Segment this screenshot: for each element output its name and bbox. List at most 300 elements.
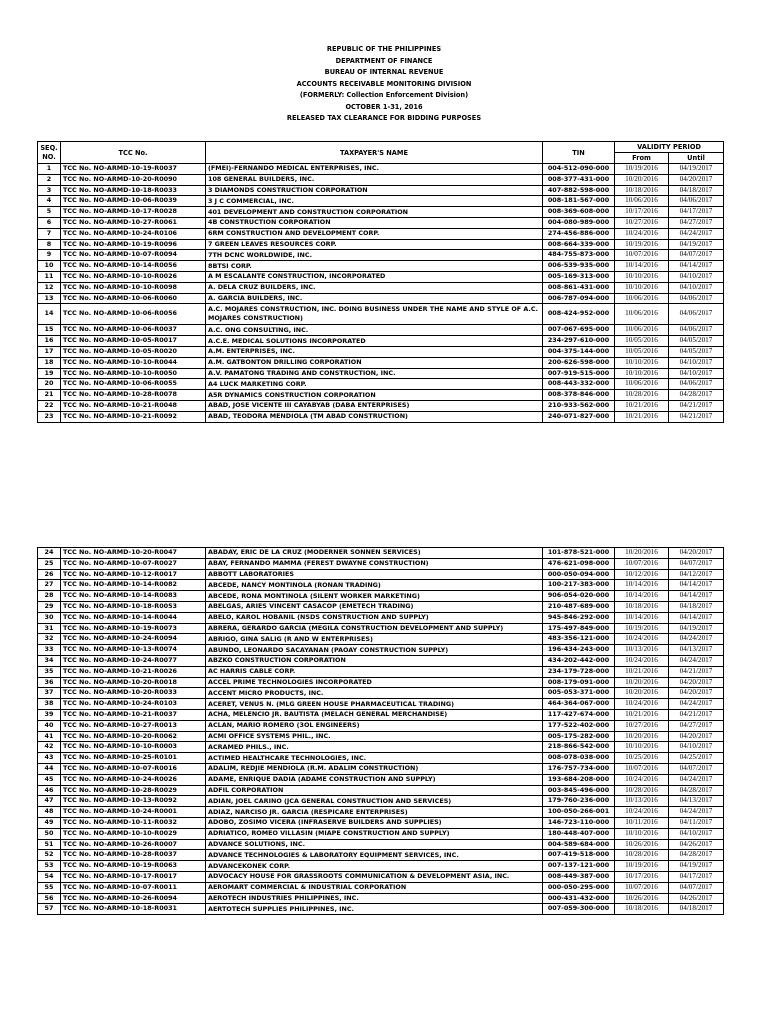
valid-until-cell: 04/19/2017 (669, 623, 724, 634)
table-row (38, 174, 724, 185)
tcc-number-cell: TCC No. NO-ARMD-10-06-R0037 (61, 325, 206, 336)
valid-until-cell: 04/28/2017 (669, 850, 724, 861)
valid-until-cell: 04/13/2017 (669, 645, 724, 656)
valid-from-cell: 10/24/2016 (615, 634, 669, 645)
tin-cell: 210-487-689-000 (543, 601, 615, 612)
tin-cell: 484-755-873-000 (543, 250, 615, 261)
tcc-number-cell: TCC No. NO-ARMD-10-28-R0037 (61, 850, 206, 861)
taxpayer-name-cell: ABCEDE, NANCY MONTINOLA (RONAN TRADING) (206, 580, 543, 591)
valid-until-cell: 04/14/2017 (669, 261, 724, 272)
table-row (38, 282, 724, 293)
seq-cell: 44 (38, 763, 61, 774)
tin-cell: 176-757-734-000 (543, 763, 615, 774)
valid-until-cell: 04/12/2017 (669, 569, 724, 580)
valid-from-cell: 10/07/2016 (615, 558, 669, 569)
tin-cell: 008-664-339-000 (543, 239, 615, 250)
header-line-division: ACCOUNTS RECEIVABLE MONITORING DIVISION (296, 79, 472, 88)
table-row (38, 196, 724, 207)
tin-cell: 240-071-827-000 (543, 411, 615, 422)
tcc-number-cell: TCC No. NO-ARMD-10-05-R0020 (61, 346, 206, 357)
valid-from-cell: 10/10/2016 (615, 271, 669, 282)
table-row (38, 325, 724, 336)
table-row (38, 612, 724, 623)
seq-cell: 48 (38, 807, 61, 818)
table-row (38, 580, 724, 591)
taxpayer-name-cell: ADIAN, JOEL CARINO (JCA GENERAL CONSTRUCTION AND SERVICES) (206, 796, 543, 807)
table-row (38, 861, 724, 872)
valid-until-cell: 04/07/2017 (669, 882, 724, 893)
seq-cell: 24 (38, 548, 61, 559)
taxpayer-name-cell: A.M. ENTERPRISES, INC. (206, 346, 543, 357)
taxpayer-name-cell: ADRIATICO, ROMEO VILLASIN (MIAPE CONSTRUCTION AND SUPPLY) (206, 828, 543, 839)
valid-from-cell: 10/06/2016 (615, 293, 669, 304)
column-header-tcc: TCC No. (61, 142, 206, 164)
taxpayer-name-cell: 3 J C COMMERCIAL, INC. (206, 196, 543, 207)
taxpayer-name-cell: A. GARCIA BUILDERS, INC. (206, 293, 543, 304)
tin-cell: 005-169-313-000 (543, 271, 615, 282)
valid-from-cell: 10/14/2016 (615, 612, 669, 623)
valid-until-cell: 04/25/2017 (669, 753, 724, 764)
column-header-name: TAXPAYER'S NAME (206, 142, 543, 164)
tcc-number-cell: TCC No. NO-ARMD-10-21-R0037 (61, 709, 206, 720)
seq-cell: 4 (38, 196, 61, 207)
valid-from-cell: 10/20/2016 (615, 174, 669, 185)
tcc-number-cell: TCC No. NO-ARMD-10-17-R0028 (61, 207, 206, 218)
seq-cell: 29 (38, 601, 61, 612)
table-body-2 (38, 548, 724, 915)
table-row (38, 796, 724, 807)
table-row (38, 569, 724, 580)
tin-cell: 101-878-521-000 (543, 548, 615, 559)
table-row (38, 336, 724, 347)
table-row (38, 207, 724, 218)
valid-from-cell: 10/14/2016 (615, 261, 669, 272)
taxpayer-name-cell: 6RM CONSTRUCTION AND DEVELOPMENT CORP. (206, 228, 543, 239)
valid-until-cell: 04/18/2017 (669, 904, 724, 915)
taxpayer-name-cell: A. DELA CRUZ BUILDERS, INC. (206, 282, 543, 293)
tin-cell: 006-539-935-000 (543, 261, 615, 272)
table-row (38, 807, 724, 818)
table-row (38, 368, 724, 379)
tcc-number-cell: TCC No. NO-ARMD-10-10-R0003 (61, 742, 206, 753)
tin-cell: 007-137-121-000 (543, 861, 615, 872)
table-row (38, 655, 724, 666)
taxpayer-name-cell: ADOBO, ZOSIMO VICERA (INFRASERVE BUILDERS AND SUPPLIES) (206, 817, 543, 828)
taxpayer-name-cell: ABAD, TEODORA MENDIOLA (TM ABAD CONSTRUCTION) (206, 411, 543, 422)
table-row (38, 304, 724, 325)
valid-from-cell: 10/14/2016 (615, 591, 669, 602)
valid-until-cell: 04/06/2017 (669, 304, 724, 325)
column-header-until: Until (669, 153, 724, 164)
valid-from-cell: 10/19/2016 (615, 623, 669, 634)
tcc-number-cell: TCC No. NO-ARMD-10-14-R0082 (61, 580, 206, 591)
tin-cell: 906-054-020-000 (543, 591, 615, 602)
tin-cell: 000-431-432-000 (543, 893, 615, 904)
taxpayer-name-cell: ACERET, VENUS N. (MLG GREEN HOUSE PHARMACEUTICAL TRADING) (206, 699, 543, 710)
taxpayer-name-cell: ABELGAS, ARIES VINCENT CASACOP (EMETECH TRADING) (206, 601, 543, 612)
seq-cell: 5 (38, 207, 61, 218)
valid-from-cell: 10/18/2016 (615, 185, 669, 196)
tcc-number-cell: TCC No. NO-ARMD-10-24-R0077 (61, 655, 206, 666)
valid-from-cell: 10/27/2016 (615, 217, 669, 228)
valid-from-cell: 10/26/2016 (615, 893, 669, 904)
valid-from-cell: 10/06/2016 (615, 379, 669, 390)
table-row (38, 185, 724, 196)
tin-cell: 000-050-295-000 (543, 882, 615, 893)
seq-cell: 15 (38, 325, 61, 336)
tcc-number-cell: TCC No. NO-ARMD-10-06-R0060 (61, 293, 206, 304)
table-row (38, 731, 724, 742)
tcc-number-cell: TCC No. NO-ARMD-10-06-R0056 (61, 304, 206, 325)
valid-until-cell: 04/21/2017 (669, 666, 724, 677)
tin-cell: 008-377-431-000 (543, 174, 615, 185)
tcc-number-cell: TCC No. NO-ARMD-10-06-R0055 (61, 379, 206, 390)
seq-cell: 8 (38, 239, 61, 250)
valid-until-cell: 04/24/2017 (669, 634, 724, 645)
seq-cell: 13 (38, 293, 61, 304)
table-row (38, 293, 724, 304)
seq-cell: 27 (38, 580, 61, 591)
tcc-number-cell: TCC No. NO-ARMD-10-18-R0033 (61, 185, 206, 196)
tin-cell: 004-512-090-000 (543, 164, 615, 175)
valid-from-cell: 10/24/2016 (615, 807, 669, 818)
tcc-number-cell: TCC No. NO-ARMD-10-12-R0017 (61, 569, 206, 580)
valid-from-cell: 10/18/2016 (615, 904, 669, 915)
tcc-number-cell: TCC No. NO-ARMD-10-24-R0094 (61, 634, 206, 645)
tin-cell: 210-933-562-000 (543, 400, 615, 411)
seq-cell: 34 (38, 655, 61, 666)
tcc-number-cell: TCC No. NO-ARMD-10-26-R0007 (61, 839, 206, 850)
header-line-period: OCTOBER 1-31, 2016 (345, 102, 423, 111)
table-row (38, 763, 724, 774)
valid-from-cell: 10/07/2016 (615, 763, 669, 774)
taxpayer-name-cell: ABADAY, ERIC DE LA CRUZ (MODERNER SONNEN SERVICES) (206, 548, 543, 559)
table-row (38, 645, 724, 656)
seq-cell: 43 (38, 753, 61, 764)
valid-from-cell: 10/10/2016 (615, 282, 669, 293)
header-line-formerly: (FORMERLY: Collection Enforcement Division) (299, 91, 469, 99)
seq-cell: 14 (38, 304, 61, 325)
valid-until-cell: 04/21/2017 (669, 709, 724, 720)
taxpayer-name-cell: ADFIL CORPORATION (206, 785, 543, 796)
seq-cell: 38 (38, 699, 61, 710)
tin-cell: 234-179-728-000 (543, 666, 615, 677)
tin-cell: 179-760-236-000 (543, 796, 615, 807)
table-body-1 (38, 164, 724, 423)
valid-until-cell: 04/14/2017 (669, 612, 724, 623)
taxpayer-name-cell: A.C. ONG CONSULTING, INC. (206, 325, 543, 336)
seq-cell: 49 (38, 817, 61, 828)
table-row (38, 548, 724, 559)
tin-cell: 100-217-383-000 (543, 580, 615, 591)
valid-until-cell: 04/20/2017 (669, 677, 724, 688)
taxpayer-name-cell: A.C. MOJARES CONSTRUCTION, INC. DOING BUSINESS UNDER THE NAME AND STYLE OF A.C. MOJARES CONSTRUCTION) (206, 304, 543, 325)
valid-from-cell: 10/17/2016 (615, 871, 669, 882)
taxpayer-name-cell: A.V. PAMATONG TRADING AND CONSTRUCTION, INC. (206, 368, 543, 379)
taxpayer-name-cell: (FMEI)-FERNANDO MEDICAL ENTERPRISES, INC. (206, 164, 543, 175)
seq-cell: 25 (38, 558, 61, 569)
tin-cell: 004-080-989-000 (543, 217, 615, 228)
tcc-number-cell: TCC No. NO-ARMD-10-27-R0061 (61, 217, 206, 228)
valid-until-cell: 04/10/2017 (669, 742, 724, 753)
valid-until-cell: 04/10/2017 (669, 357, 724, 368)
valid-from-cell: 10/14/2016 (615, 580, 669, 591)
valid-from-cell: 10/12/2016 (615, 569, 669, 580)
valid-from-cell: 10/20/2016 (615, 548, 669, 559)
valid-from-cell: 10/24/2016 (615, 655, 669, 666)
valid-from-cell: 10/28/2016 (615, 390, 669, 401)
valid-until-cell: 04/20/2017 (669, 548, 724, 559)
valid-until-cell: 04/14/2017 (669, 580, 724, 591)
seq-cell: 31 (38, 623, 61, 634)
seq-cell: 28 (38, 591, 61, 602)
table-row (38, 217, 724, 228)
seq-cell: 26 (38, 569, 61, 580)
taxpayer-name-cell: 3 DIAMONDS CONSTRUCTION CORPORATION (206, 185, 543, 196)
valid-until-cell: 04/10/2017 (669, 271, 724, 282)
tcc-number-cell: TCC No. NO-ARMD-10-21-R0048 (61, 400, 206, 411)
taxpayer-name-cell: AEROTECH INDUSTRIES PHILIPPINES, INC. (206, 893, 543, 904)
tcc-number-cell: TCC No. NO-ARMD-10-20-R0090 (61, 174, 206, 185)
tin-cell: 006-787-094-000 (543, 293, 615, 304)
table-row (38, 817, 724, 828)
valid-until-cell: 04/06/2017 (669, 325, 724, 336)
valid-until-cell: 04/06/2017 (669, 379, 724, 390)
taxpayer-name-cell: ABRIGO, GINA SALIG (R AND W ENTERPRISES) (206, 634, 543, 645)
valid-from-cell: 10/21/2016 (615, 709, 669, 720)
seq-cell: 16 (38, 336, 61, 347)
valid-until-cell: 04/21/2017 (669, 400, 724, 411)
table-row (38, 785, 724, 796)
taxpayer-name-cell: ABELO, KAROL HOBANIL (NSDS CONSTRUCTION AND SUPPLY) (206, 612, 543, 623)
seq-cell: 12 (38, 282, 61, 293)
valid-until-cell: 04/17/2017 (669, 207, 724, 218)
table-row (38, 390, 724, 401)
taxpayer-name-cell: 7TH DCNC WORLDWIDE, INC. (206, 250, 543, 261)
tcc-number-cell: TCC No. NO-ARMD-10-07-R0027 (61, 558, 206, 569)
tin-cell: 175-497-849-000 (543, 623, 615, 634)
seq-cell: 19 (38, 368, 61, 379)
valid-from-cell: 10/21/2016 (615, 411, 669, 422)
tcc-number-cell: TCC No. NO-ARMD-10-13-R0092 (61, 796, 206, 807)
valid-until-cell: 04/18/2017 (669, 185, 724, 196)
taxpayer-name-cell: ABUNDO, LEONARDO SACAYANAN (PAOAY CONSTRUCTION SUPPLY) (206, 645, 543, 656)
tin-cell: 008-078-038-000 (543, 753, 615, 764)
taxpayer-name-cell: AERTOTECH SUPPLIES PHILIPPINES, INC. (206, 904, 543, 915)
tin-cell: 005-053-371-000 (543, 688, 615, 699)
seq-cell: 42 (38, 742, 61, 753)
tin-cell: 000-050-094-000 (543, 569, 615, 580)
tin-cell: 945-846-292-000 (543, 612, 615, 623)
seq-cell: 10 (38, 261, 61, 272)
seq-cell: 36 (38, 677, 61, 688)
column-header-tin: TIN (543, 142, 615, 164)
valid-until-cell: 04/10/2017 (669, 368, 724, 379)
valid-from-cell: 10/26/2016 (615, 839, 669, 850)
tcc-number-cell: TCC No. NO-ARMD-10-27-R0013 (61, 720, 206, 731)
tin-cell: 464-364-067-000 (543, 699, 615, 710)
valid-until-cell: 04/19/2017 (669, 239, 724, 250)
valid-until-cell: 04/24/2017 (669, 774, 724, 785)
tin-cell: 007-067-695-000 (543, 325, 615, 336)
valid-from-cell: 10/18/2016 (615, 601, 669, 612)
taxpayer-name-cell: ABZKO CONSTRUCTION CORPORATION (206, 655, 543, 666)
tin-cell: 196-434-243-000 (543, 645, 615, 656)
taxpayer-name-cell: ADVANCE SOLUTIONS, INC. (206, 839, 543, 850)
tcc-number-cell: TCC No. NO-ARMD-10-19-R0096 (61, 239, 206, 250)
taxpayer-name-cell: ABAD, JOSE VICENTE III CAYABYAB (DABA ENTERPRISES) (206, 400, 543, 411)
table-row (38, 893, 724, 904)
tcc-number-cell: TCC No. NO-ARMD-10-18-R0053 (61, 601, 206, 612)
valid-until-cell: 04/27/2017 (669, 217, 724, 228)
taxpayer-name-cell: A M ESCALANTE CONSTRUCTION, INCORPORATED (206, 271, 543, 282)
table-row (38, 346, 724, 357)
taxpayer-name-cell: ACLAN, MARIO ROMERO (3OL ENGINEERS) (206, 720, 543, 731)
tin-cell: 008-424-952-000 (543, 304, 615, 325)
tin-cell: 008-179-091-000 (543, 677, 615, 688)
tcc-number-cell: TCC No. NO-ARMD-10-10-R0050 (61, 368, 206, 379)
valid-from-cell: 10/25/2016 (615, 753, 669, 764)
tin-cell: 146-723-110-000 (543, 817, 615, 828)
valid-until-cell: 04/07/2017 (669, 763, 724, 774)
valid-until-cell: 04/05/2017 (669, 336, 724, 347)
clearance-table-page-1 (37, 141, 724, 423)
tcc-number-cell: TCC No. NO-ARMD-10-14-R0044 (61, 612, 206, 623)
seq-cell: 50 (38, 828, 61, 839)
tcc-number-cell: TCC No. NO-ARMD-10-24-R0106 (61, 228, 206, 239)
tcc-number-cell: TCC No. NO-ARMD-10-07-R0094 (61, 250, 206, 261)
tin-cell: 007-059-300-000 (543, 904, 615, 915)
valid-until-cell: 04/20/2017 (669, 688, 724, 699)
seq-cell: 47 (38, 796, 61, 807)
valid-until-cell: 04/24/2017 (669, 699, 724, 710)
valid-from-cell: 10/24/2016 (615, 228, 669, 239)
tcc-number-cell: TCC No. NO-ARMD-10-24-R0026 (61, 774, 206, 785)
valid-until-cell: 04/10/2017 (669, 282, 724, 293)
table-row (38, 871, 724, 882)
valid-until-cell: 04/19/2017 (669, 861, 724, 872)
tin-cell: 008-861-431-000 (543, 282, 615, 293)
taxpayer-name-cell: ABRERA, GERARDO GARCIA (MEGILA CONSTRUCTION DEVELOPMENT AND SUPPLY) (206, 623, 543, 634)
table-row (38, 742, 724, 753)
seq-cell: 53 (38, 861, 61, 872)
valid-from-cell: 10/24/2016 (615, 774, 669, 785)
valid-until-cell: 04/13/2017 (669, 796, 724, 807)
valid-from-cell: 10/06/2016 (615, 304, 669, 325)
seq-cell: 55 (38, 882, 61, 893)
table-row (38, 882, 724, 893)
seq-cell: 32 (38, 634, 61, 645)
column-header-from: From (615, 153, 669, 164)
tin-cell: 008-443-332-000 (543, 379, 615, 390)
tin-cell: 007-919-515-000 (543, 368, 615, 379)
taxpayer-name-cell: A.M. GATBONTON DRILLING CORPORATION (206, 357, 543, 368)
tcc-number-cell: TCC No. NO-ARMD-10-24-R0103 (61, 699, 206, 710)
tin-cell: 008-378-846-000 (543, 390, 615, 401)
taxpayer-name-cell: A.C.E. MEDICAL SOLUTIONS INCORPORATED (206, 336, 543, 347)
table-row (38, 839, 724, 850)
valid-until-cell: 04/20/2017 (669, 174, 724, 185)
table-row (38, 774, 724, 785)
valid-from-cell: 10/20/2016 (615, 688, 669, 699)
valid-until-cell: 04/26/2017 (669, 839, 724, 850)
table-row (38, 228, 724, 239)
seq-cell: 18 (38, 357, 61, 368)
tin-cell: 004-589-684-000 (543, 839, 615, 850)
valid-from-cell: 10/21/2016 (615, 400, 669, 411)
tcc-number-cell: TCC No. NO-ARMD-10-26-R0094 (61, 893, 206, 904)
valid-from-cell: 10/28/2016 (615, 850, 669, 861)
table-row (38, 720, 724, 731)
taxpayer-name-cell: ACCENT MICRO PRODUCTS, INC. (206, 688, 543, 699)
tcc-number-cell: TCC No. NO-ARMD-10-07-R0016 (61, 763, 206, 774)
tcc-number-cell: TCC No. NO-ARMD-10-20-R0062 (61, 731, 206, 742)
taxpayer-name-cell: ADVANCEKONEK CORP. (206, 861, 543, 872)
header-line-title: RELEASED TAX CLEARANCE FOR BIDDING PURPOSES (286, 114, 482, 122)
tin-cell: 483-356-121-000 (543, 634, 615, 645)
valid-until-cell: 04/14/2017 (669, 591, 724, 602)
table-row (38, 753, 724, 764)
valid-from-cell: 10/05/2016 (615, 346, 669, 357)
taxpayer-name-cell: ADVANCE TECHNOLOGIES & LABORATORY EQUIPMENT SERVICES, INC. (206, 850, 543, 861)
tcc-number-cell: TCC No. NO-ARMD-10-10-R0044 (61, 357, 206, 368)
taxpayer-name-cell: 8BTSI CORP. (206, 261, 543, 272)
table-row (38, 623, 724, 634)
valid-until-cell: 04/21/2017 (669, 411, 724, 422)
tin-cell: 193-684-208-000 (543, 774, 615, 785)
valid-until-cell: 04/17/2017 (669, 871, 724, 882)
seq-cell: 39 (38, 709, 61, 720)
table-row (38, 601, 724, 612)
tcc-number-cell: TCC No. NO-ARMD-10-06-R0039 (61, 196, 206, 207)
table-row (38, 699, 724, 710)
seq-cell: 30 (38, 612, 61, 623)
seq-cell: 54 (38, 871, 61, 882)
tin-cell: 004-375-144-000 (543, 346, 615, 357)
column-header-validity: VALIDITY PERIOD (615, 142, 724, 153)
table-row (38, 400, 724, 411)
valid-until-cell: 04/27/2017 (669, 720, 724, 731)
taxpayer-name-cell: ACMI OFFICE SYSTEMS PHIL., INC. (206, 731, 543, 742)
valid-from-cell: 10/20/2016 (615, 677, 669, 688)
valid-until-cell: 04/11/2017 (669, 817, 724, 828)
tcc-number-cell: TCC No. NO-ARMD-10-21-R0092 (61, 411, 206, 422)
tcc-number-cell: TCC No. NO-ARMD-10-20-R0033 (61, 688, 206, 699)
taxpayer-name-cell: ADAME, ENRIQUE DADIA (ADAME CONSTRUCTION AND SUPPLY) (206, 774, 543, 785)
seq-cell: 22 (38, 400, 61, 411)
valid-from-cell: 10/24/2016 (615, 699, 669, 710)
tcc-number-cell: TCC No. NO-ARMD-10-25-R0101 (61, 753, 206, 764)
tcc-number-cell: TCC No. NO-ARMD-10-10-R0026 (61, 271, 206, 282)
valid-from-cell: 10/10/2016 (615, 828, 669, 839)
table-row (38, 271, 724, 282)
valid-from-cell: 10/10/2016 (615, 357, 669, 368)
seq-cell: 7 (38, 228, 61, 239)
valid-from-cell: 10/07/2016 (615, 882, 669, 893)
table-row (38, 250, 724, 261)
valid-until-cell: 04/10/2017 (669, 828, 724, 839)
valid-until-cell: 04/24/2017 (669, 655, 724, 666)
taxpayer-name-cell: ACTIMED HEALTHCARE TECHNOLOGIES, INC. (206, 753, 543, 764)
tcc-number-cell: TCC No. NO-ARMD-10-07-R0011 (61, 882, 206, 893)
table-row (38, 828, 724, 839)
header-line-republic: REPUBLIC OF THE PHILIPPINES (326, 45, 442, 53)
taxpayer-name-cell: ABAY, FERNANDO MAMMA (FEREST DWAYNE CONSTRUCTION) (206, 558, 543, 569)
valid-from-cell: 10/17/2016 (615, 207, 669, 218)
valid-until-cell: 04/20/2017 (669, 731, 724, 742)
valid-from-cell: 10/13/2016 (615, 796, 669, 807)
seq-cell: 35 (38, 666, 61, 677)
